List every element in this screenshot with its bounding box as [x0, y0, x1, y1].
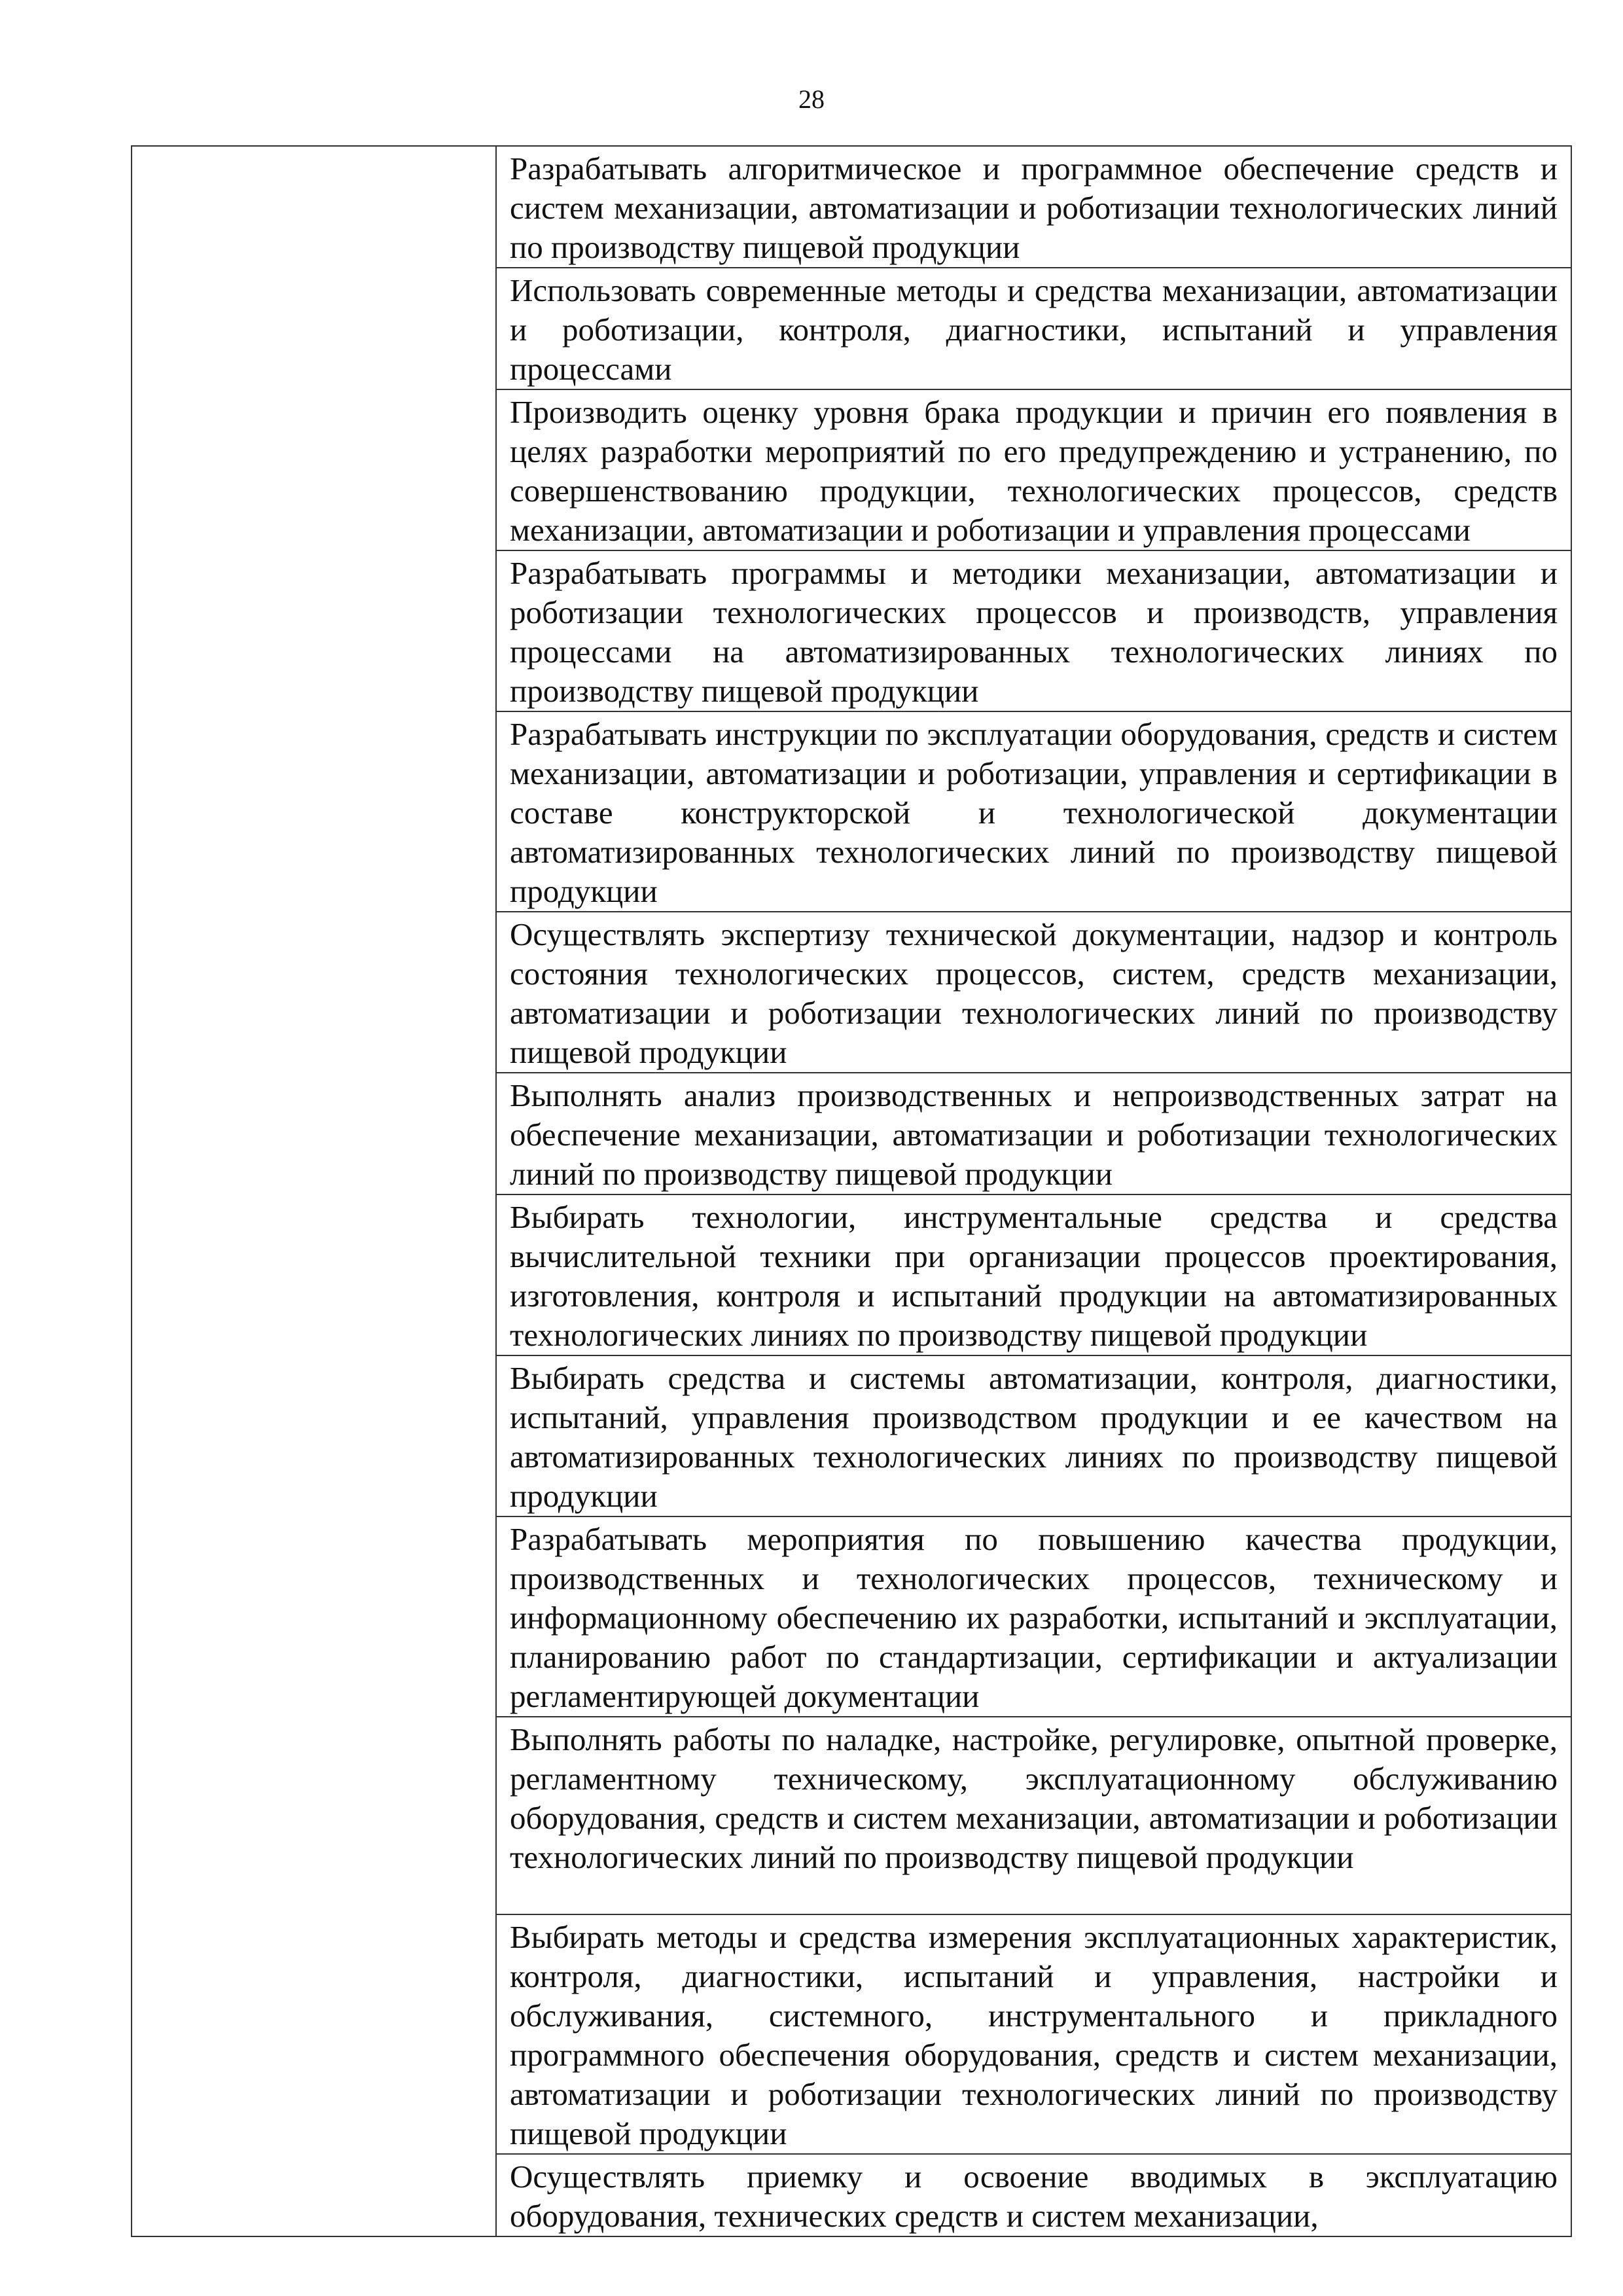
skill-text: Использовать современные методы и средства механизации, автоматизации и роботизации, контроля, диагностики, испытаний и управления процессами	[510, 272, 1558, 387]
table-cell	[496, 1073, 1571, 1194]
left-empty-cell	[132, 146, 496, 2236]
skill-text: Выполнять работы по наладке, настройке, регулировке, опытной проверке, регламентному техническому, эксплуатационному обслуживанию оборудования, средств и систем механизации, автоматизации и роботизации технологических линий по производству пищевой продукции	[510, 1721, 1558, 1875]
table-cell	[496, 1194, 1571, 1355]
skill-text: Разрабатывать инструкции по эксплуатации оборудования, средств и систем механизации, автоматизации и роботизации, управления и сертификации в составе конструкторской и технологической документации автоматизированных технологических линий по производству пищевой продукции	[510, 716, 1558, 909]
skill-text: Выбирать технологии, инструментальные средства и средства вычислительной техники при организации процессов проектирования, изготовления, контроля и испытаний продукции на автоматизированных технологических линиях по производству пищевой продукции	[510, 1199, 1558, 1353]
table-cell	[496, 2154, 1571, 2236]
skill-text: Выбирать средства и системы автоматизации, контроля, диагностики, испытаний, управления производством продукции и ее качеством на автоматизированных технологических линиях по производству пищевой продукции	[510, 1360, 1558, 1514]
table-cell	[496, 1516, 1571, 1717]
table-cell	[496, 389, 1571, 550]
skill-text: Выбирать методы и средства измерения эксплуатационных характеристик, контроля, диагностики, испытаний и управления, настройки и обслуживания, системного, инструментального и прикладного программного обеспечения оборудования, средств и систем механизации, автоматизации и роботизации технологических линий по производству пищевой продукции	[510, 1919, 1558, 2151]
table-cell	[496, 1717, 1571, 1914]
table-cell	[496, 912, 1571, 1073]
skill-text: Осуществлять экспертизу технической документации, надзор и контроль состояния технологических процессов, систем, средств механизации, автоматизации и роботизации технологических линий по производству пищевой продукции	[510, 916, 1558, 1070]
table-cell	[496, 1355, 1571, 1516]
table-cell	[496, 146, 1571, 268]
table-cell	[496, 268, 1571, 389]
table-cell	[496, 711, 1571, 912]
competency-table	[131, 145, 1572, 2237]
skill-text: Разрабатывать программы и методики механизации, автоматизации и роботизации технологических процессов и производств, управления процессами на автоматизированных технологических линиях по производству пищевой продукции	[510, 555, 1558, 709]
skill-text: Осуществлять приемку и освоение вводимых в эксплуатацию оборудования, технических средств и систем механизации,	[510, 2159, 1558, 2234]
table-cell	[496, 1914, 1571, 2154]
table-row	[132, 146, 1571, 268]
skill-text: Разрабатывать алгоритмическое и программное обеспечение средств и систем механизации, автоматизации и роботизации технологических линий по производству пищевой продукции	[510, 151, 1558, 265]
skill-text: Выполнять анализ производственных и непроизводственных затрат на обеспечение механизации, автоматизации и роботизации технологических линий по производству пищевой продукции	[510, 1077, 1558, 1192]
table-cell	[496, 550, 1571, 711]
skill-text: Производить оценку уровня брака продукции и причин его появления в целях разработки мероприятий по его предупреждению и устранению, по совершенствованию продукции, технологических процессов, средств механизации, автоматизации и роботизации и управления процессами	[510, 394, 1558, 548]
page-number: 28	[798, 84, 825, 114]
skill-text: Разрабатывать мероприятия по повышению качества продукции, производственных и технологических процессов, техническому и информационному обеспечению их разработки, испытаний и эксплуатации, планированию работ по стандартизации, сертификации и актуализации регламентирующей документации	[510, 1521, 1558, 1714]
